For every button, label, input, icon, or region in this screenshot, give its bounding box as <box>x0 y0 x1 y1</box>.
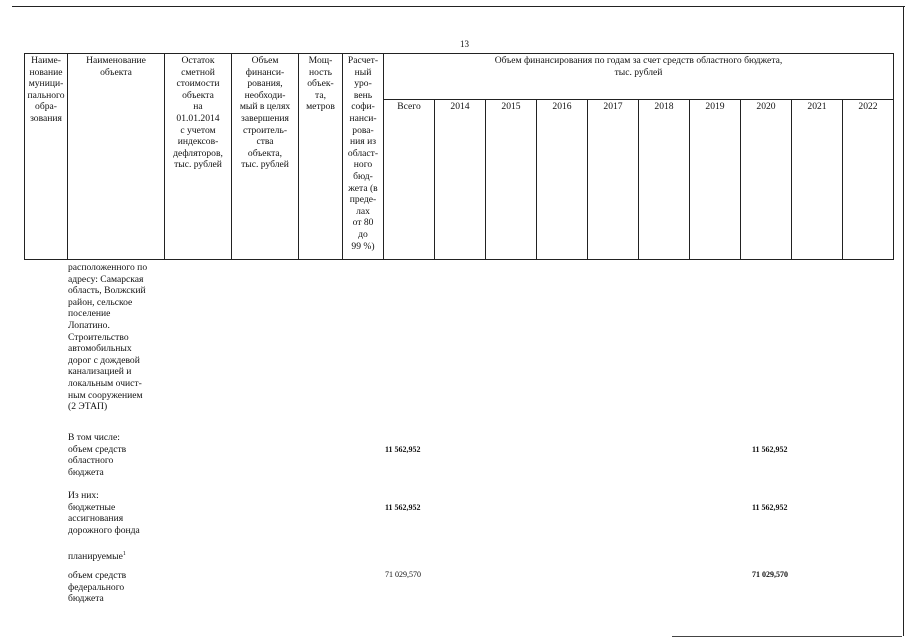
header-object-name: Наименование объекта <box>68 54 165 260</box>
footnote-marker: 1 <box>122 551 126 557</box>
header-capacity: Мощ- ность объек- та, метров <box>299 54 343 260</box>
table-header <box>24 53 894 260</box>
row-road-fund-2020: 11 562,952 <box>752 503 788 512</box>
page-border-right <box>903 6 904 636</box>
header-total: Всего <box>384 100 435 260</box>
header-financing-by-years: Объем финансирования по годам за счет средств областного бюджета, тыс. рублей <box>384 54 894 100</box>
header-year-2014: 2014 <box>435 100 486 260</box>
row-road-fund-label: Из них: бюджетные ассигнования дорожного фонда <box>68 490 140 536</box>
header-municipality: Наиме- нование муници- пального обра- зования <box>25 54 68 260</box>
object-description: расположенного по адресу: Самарская область, Волжский район, сельское поселение Лопатино. Строительство автомобильных дорог с дождевой канализацией и локальным очист- ным сооружением (2 ЭТАП) <box>68 262 148 413</box>
page-number: 13 <box>460 39 469 49</box>
header-year-2016: 2016 <box>537 100 588 260</box>
row-planned-label: планируемые$^1$ <box>68 551 126 563</box>
header-year-2021: 2021 <box>792 100 843 260</box>
header-estimate-remainder: Остаток сметной стоимости объекта на 01.01.2014 с учетом индексов- дефляторов, тыс. рублей <box>165 54 232 260</box>
row-regional-budget-2020: 11 562,952 <box>752 445 788 454</box>
row-regional-budget-label: В том числе: объем средств областного бюджета <box>68 432 127 478</box>
header-financing-volume: Объем финанси- рования, необходи- мый в целях завершения строитель- ства объекта, тыс. рублей <box>232 54 299 260</box>
page-border-top <box>12 6 905 7</box>
row-federal-budget-2020: 71 029,570 <box>752 570 788 579</box>
row-road-fund-total: 11 562,952 <box>385 503 421 512</box>
header-year-2017: 2017 <box>588 100 639 260</box>
header-cofinancing-level: Расчет- ный уро- вень софи- нанси- рова- ния из област- ного бюд- жета (в преде- лах от 80 до 99 %) <box>343 54 384 260</box>
header-year-2022: 2022 <box>843 100 894 260</box>
row-federal-budget-label: объем средств федерального бюджета <box>68 570 127 605</box>
header-year-2018: 2018 <box>639 100 690 260</box>
row-federal-budget-total: 71 029,570 <box>385 570 421 579</box>
header-year-2020: 2020 <box>741 100 792 260</box>
header-year-2019: 2019 <box>690 100 741 260</box>
row-regional-budget-total: 11 562,952 <box>385 445 421 454</box>
header-year-2015: 2015 <box>486 100 537 260</box>
page-border-bottom <box>672 636 902 637</box>
